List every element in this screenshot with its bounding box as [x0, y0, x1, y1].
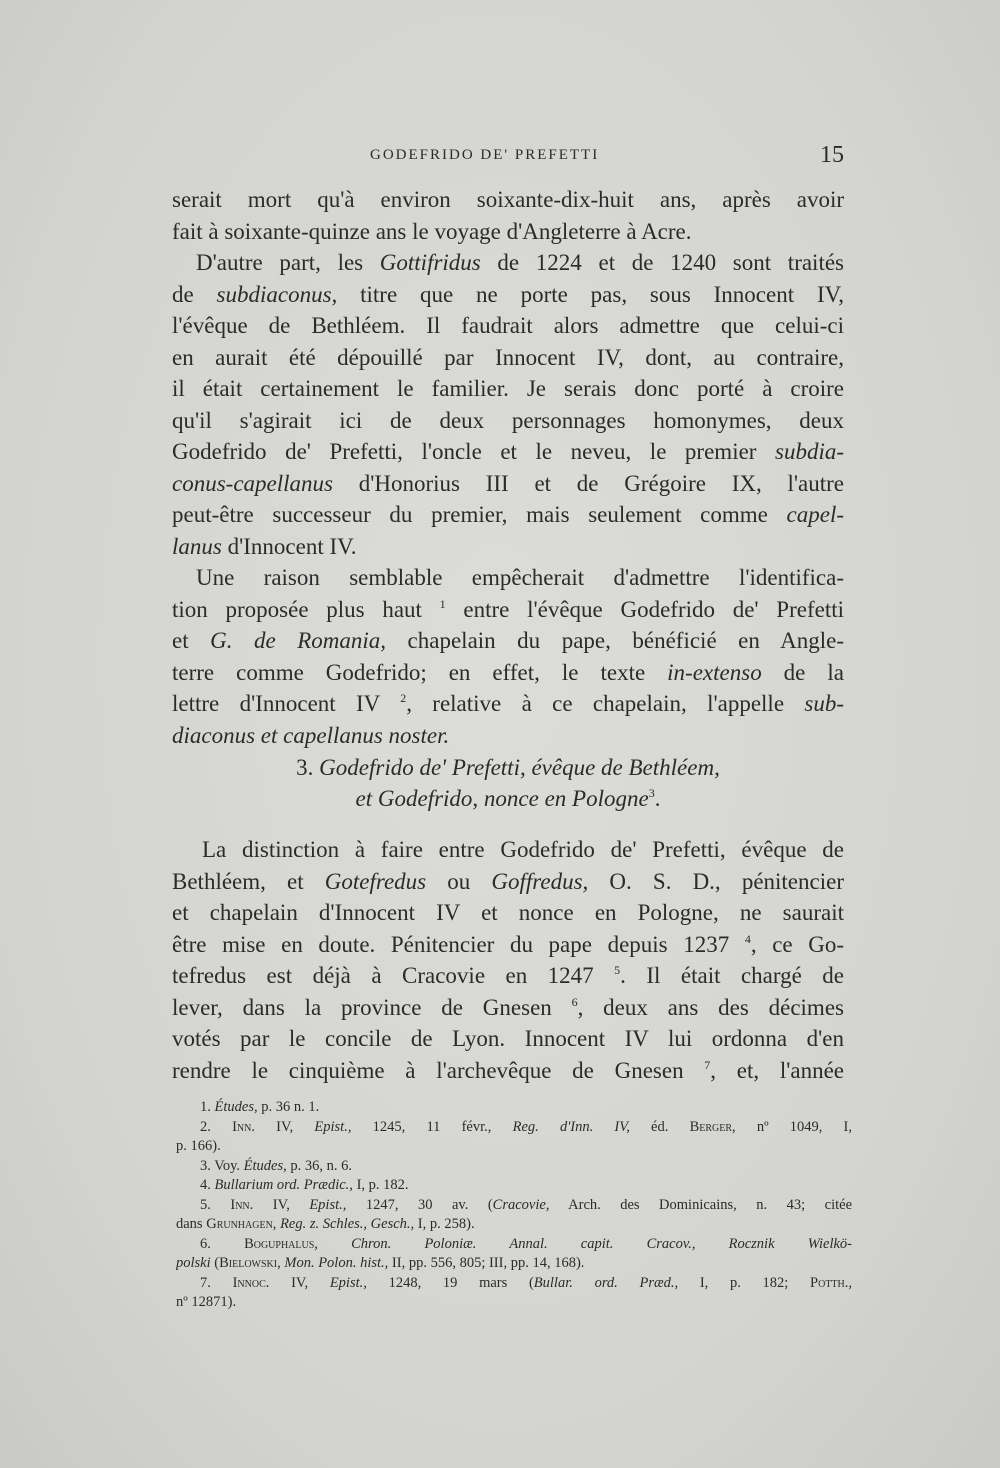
- text-line: et G. de Romania, chapelain du pape, bénéficié en Angle-: [172, 628, 844, 653]
- footnote: 2. Inn. IV, Epist., 1245, 11 févr., Reg. d'Inn. IV, éd. Berger, nº 1049, I,: [200, 1118, 852, 1135]
- text-line: tion proposée plus haut $^1$ entre l'évêque Godefrido de' Prefetti: [172, 596, 844, 622]
- text-line: votés par le concile de Lyon. Innocent IV lui ordonna d'en: [172, 1026, 844, 1051]
- page-number: 15: [820, 142, 844, 168]
- text-line: et chapelain d'Innocent IV et nonce en Pologne, ne saurait: [172, 900, 844, 925]
- text-line: terre comme Godefrido; en effet, le texte in-extenso de la: [172, 659, 844, 685]
- text-line: tefredus est déjà à Cracovie en 1247 $^5$. Il était chargé de: [172, 963, 844, 988]
- footnote-continuation: p. 166).: [176, 1138, 221, 1154]
- text-line: qu'il s'agirait ici de deux personnages homonymes, deux: [172, 407, 844, 433]
- footnote-ref: 6: [571, 994, 578, 1009]
- text-line: diaconus et capellanus noster.: [172, 722, 450, 748]
- footnote-continuation: nº 12871).: [176, 1294, 237, 1310]
- text-line: lever, dans la province de Gnesen $^6$, deux ans des décimes: [172, 994, 844, 1020]
- text-line: serait mort qu'à environ soixante-dix-huit ans, après avoir: [172, 187, 844, 212]
- footnote-ref: 1: [439, 596, 446, 611]
- heading-line: et Godefrido, nonce en Pologne$^3$.: [355, 786, 661, 811]
- text-line: Une raison semblable empêcherait d'admettre l'identifica-: [196, 565, 844, 590]
- text-line: il était certainement le familier. Je serais donc porté à croire: [172, 376, 844, 401]
- text-line: Bethléem, et Gotefredus ou Goffredus, O. S. D., pénitencier: [172, 868, 844, 894]
- text-line: La distinction à faire entre Godefrido de' Prefetti, évêque de: [202, 837, 844, 862]
- text-line: lanus d'Innocent IV.: [172, 533, 357, 559]
- page-header: [172, 142, 844, 172]
- footnote-continuation: polski (Bielowski, Mon. Polon. hist., II, pp. 556, 805; III, pp. 14, 168).: [176, 1255, 585, 1271]
- section-heading: [172, 752, 844, 814]
- footnote-ref: 7: [704, 1057, 711, 1072]
- footnote-ref: 3: [648, 786, 655, 800]
- text-line: D'autre part, les Gottifridus de 1224 et de 1240 sont traités: [196, 250, 844, 275]
- text-line: de subdiaconus, titre que ne porte pas, sous Innocent IV,: [172, 281, 844, 307]
- main-text: [172, 184, 844, 751]
- footnote: 3. Voy. Études, p. 36, n. 6.: [200, 1157, 352, 1174]
- text-line: être mise en doute. Pénitencier du pape depuis 1237 $^4$, ce Go-: [172, 931, 844, 957]
- text-line: rendre le cinquième à l'archevêque de Gnesen $^7$, et, l'année: [172, 1057, 844, 1083]
- running-title: GODEFRIDO DE' PREFETTI: [370, 147, 600, 163]
- footnote: 6. Boguphalus, Chron. Poloniæ. Annal. capit. Cracov., Rocznik Wielkö-: [200, 1235, 852, 1252]
- text-line: lettre d'Innocent IV $^2$, relative à ce chapelain, l'appelle sub-: [172, 691, 844, 716]
- footnote-continuation: dans Grunhagen, Reg. z. Schles., Gesch., I, p. 258).: [176, 1216, 475, 1232]
- footnote: 7. Innoc. IV, Epist., 1248, 19 mars (Bullar. ord. Præd., I, p. 182; Potth.,: [200, 1274, 852, 1291]
- text-line: fait à soixante-quinze ans le voyage d'Angleterre à Acre.: [172, 218, 692, 244]
- footnote: 4. Bullarium ord. Prædic., I, p. 182.: [200, 1177, 409, 1193]
- text-line: conus-capellanus d'Honorius III et de Grégoire IX, l'autre: [172, 470, 844, 496]
- text-line: peut-être successeur du premier, mais seulement comme capel-: [172, 502, 844, 527]
- footnotes: [176, 1098, 852, 1313]
- footnote-ref: 4: [744, 931, 751, 946]
- text-line: en aurait été dépouillé par Innocent IV, dont, au contraire,: [172, 344, 844, 370]
- footnote: 5. Inn. IV, Epist., 1247, 30 av. (Cracovie, Arch. des Dominicains, n. 43; citée: [200, 1196, 852, 1213]
- section-text: [172, 834, 844, 1086]
- footnote: 1. Études, p. 36 n. 1.: [200, 1099, 320, 1115]
- text-line: l'évêque de Bethléem. Il faudrait alors admettre que celui-ci: [172, 313, 844, 338]
- heading-line: 3. Godefrido de' Prefetti, évêque de Bethléem,: [296, 755, 720, 780]
- footnote-ref: 2: [400, 691, 407, 705]
- footnote-ref: 5: [614, 963, 621, 977]
- text-line: Godefrido de' Prefetti, l'oncle et le neveu, le premier subdia-: [172, 439, 844, 464]
